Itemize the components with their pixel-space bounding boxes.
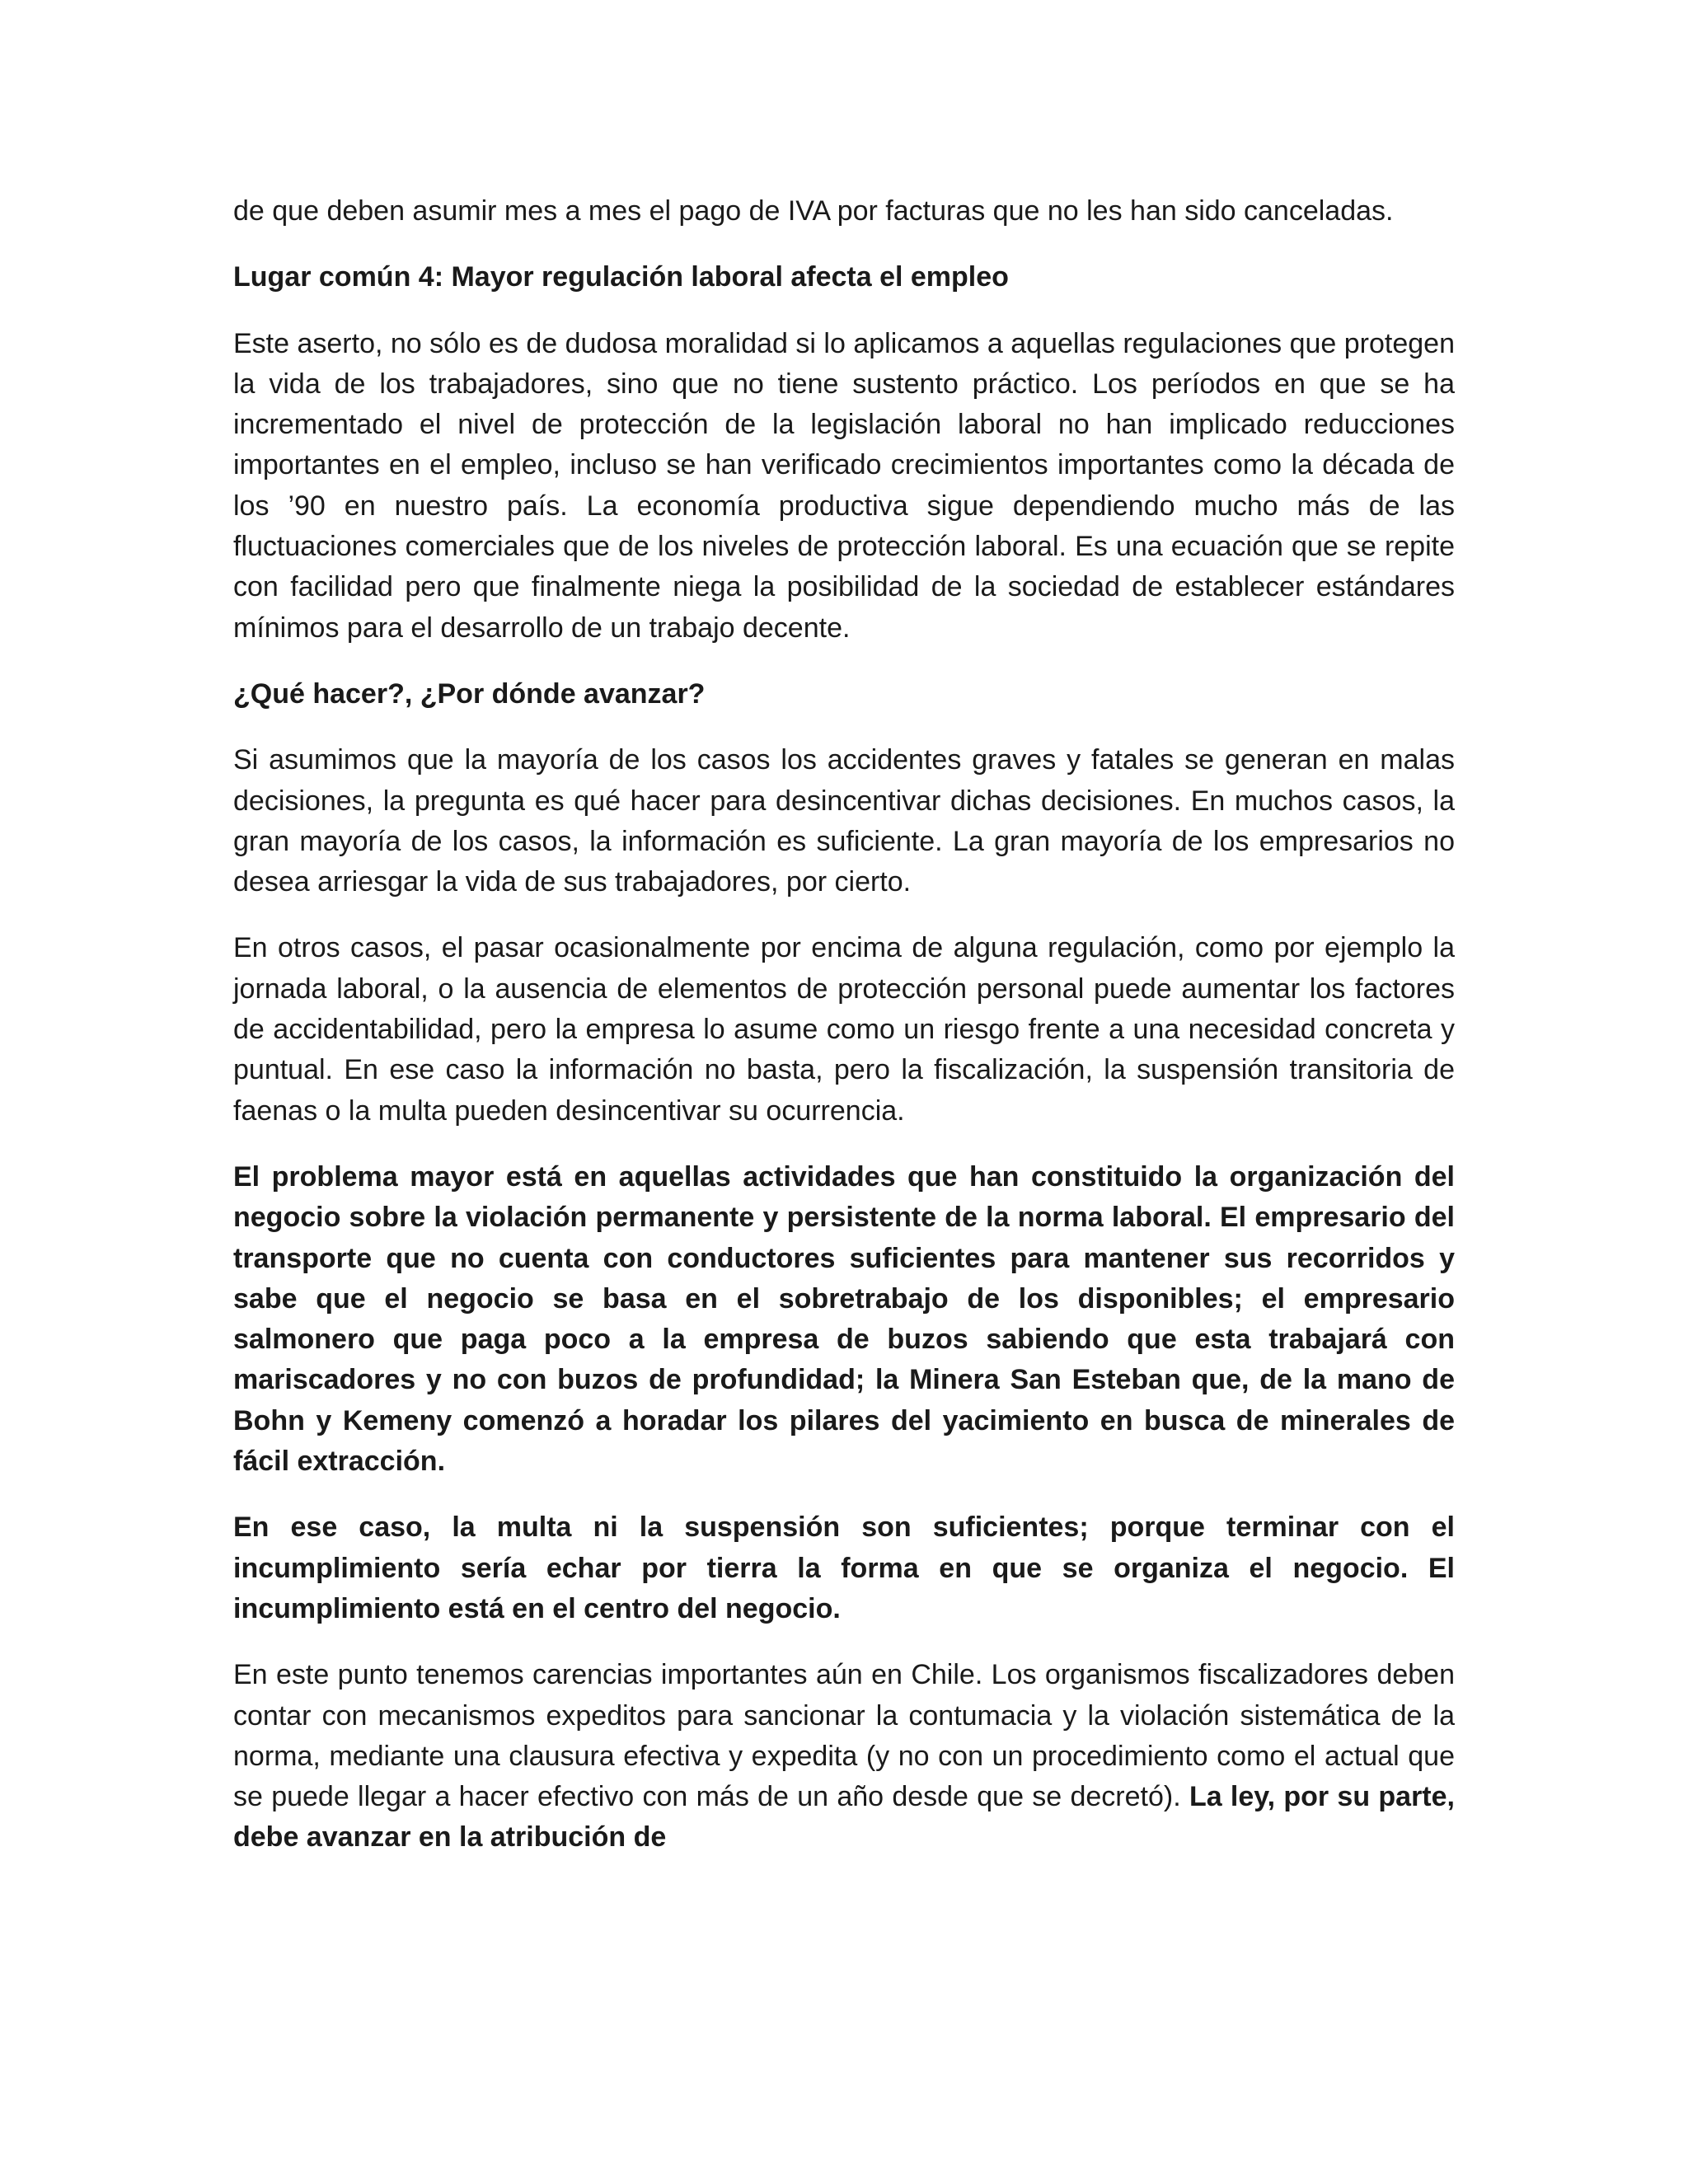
paragraph-otros-casos: En otros casos, el pasar ocasionalmente por encima de alguna regulación, como por ejemplo la jornada laboral, o la ausencia de elementos de protección personal puede aumentar los factores de accidentabilidad, pero la empresa lo asume como un riesgo frente a una necesidad concreta y puntual. En ese caso la información no basta, pero la fiscalización, la suspensión transitoria de faenas o la multa pueden desincentivar su ocurrencia.	[233, 932, 1455, 1127]
paragraph-multa-suspension: En ese caso, la multa ni la suspensión son suficientes; porque terminar con el incumplimiento sería echar por tierra la forma en que se organiza el negocio. El incumplimiento está en el centro del negocio.	[233, 1511, 1455, 1624]
paragraph-carencias-text: En este punto tenemos carencias importantes aún en Chile. Los organismos fiscalizadores deben contar con mecanismos expeditos para sancionar la contumacia y la violación sistemática de la norma, mediante una clausura efectiva y expedita (y no con un procedimiento como el actual que se puede llegar a hacer efectivo con más de un año desde que se decretó).	[233, 1659, 1455, 1813]
document-page	[233, 191, 1455, 1858]
section-heading-lugar-comun-4: Lugar común 4: Mayor regulación laboral afecta el empleo	[233, 261, 1009, 293]
paragraph-regulacion-laboral: Este aserto, no sólo es de dudosa moralidad si lo aplicamos a aquellas regulaciones que protegen la vida de los trabajadores, sino que no tiene sustento práctico. Los períodos en que se ha incrementado el nivel de protección de la legislación laboral no han implicado reducciones importantes en el empleo, incluso se han verificado crecimientos importantes como la década de los ’90 en nuestro país. La economía productiva sigue dependiendo mucho más de las fluctuaciones comerciales que de los niveles de protección laboral. Es una ecuación que se repite con facilidad pero que finalmente niega la posibilidad de la sociedad de establecer estándares mínimos para el desarrollo de un trabajo decente.	[233, 327, 1455, 644]
paragraph-malas-decisiones: Si asumimos que la mayoría de los casos los accidentes graves y fatales se generan en malas decisiones, la pregunta es qué hacer para desincentivar dichas decisiones. En muchos casos, la gran mayoría de los casos, la información es suficiente. La gran mayoría de los empresarios no desea arriesgar la vida de sus trabajadores, por cierto.	[233, 744, 1455, 898]
paragraph-intro: de que deben asumir mes a mes el pago de IVA por facturas que no les han sido canceladas.	[233, 195, 1394, 227]
paragraph-problema-mayor: El problema mayor está en aquellas actividades que han constituido la organización del negocio sobre la violación permanente y persistente de la norma laboral. El empresario del transporte que no cuenta con conductores suficientes para mantener sus recorridos y sabe que el negocio se basa en el sobretrabajo de los disponibles; el empresario salmonero que paga poco a la empresa de buzos sabiendo que esta trabajará con mariscadores y no con buzos de profundidad; la Minera San Esteban que, de la mano de Bohn y Kemeny comenzó a horadar los pilares del yacimiento en busca de minerales de fácil extracción.	[233, 1160, 1455, 1478]
section-heading-que-hacer: ¿Qué hacer?, ¿Por dónde avanzar?	[233, 677, 706, 710]
paragraph-carencias-chile	[233, 1655, 1455, 1858]
paragraph-carencias-bold-text: La ley, por su parte, debe avanzar en la atribución de	[233, 1781, 1455, 1854]
